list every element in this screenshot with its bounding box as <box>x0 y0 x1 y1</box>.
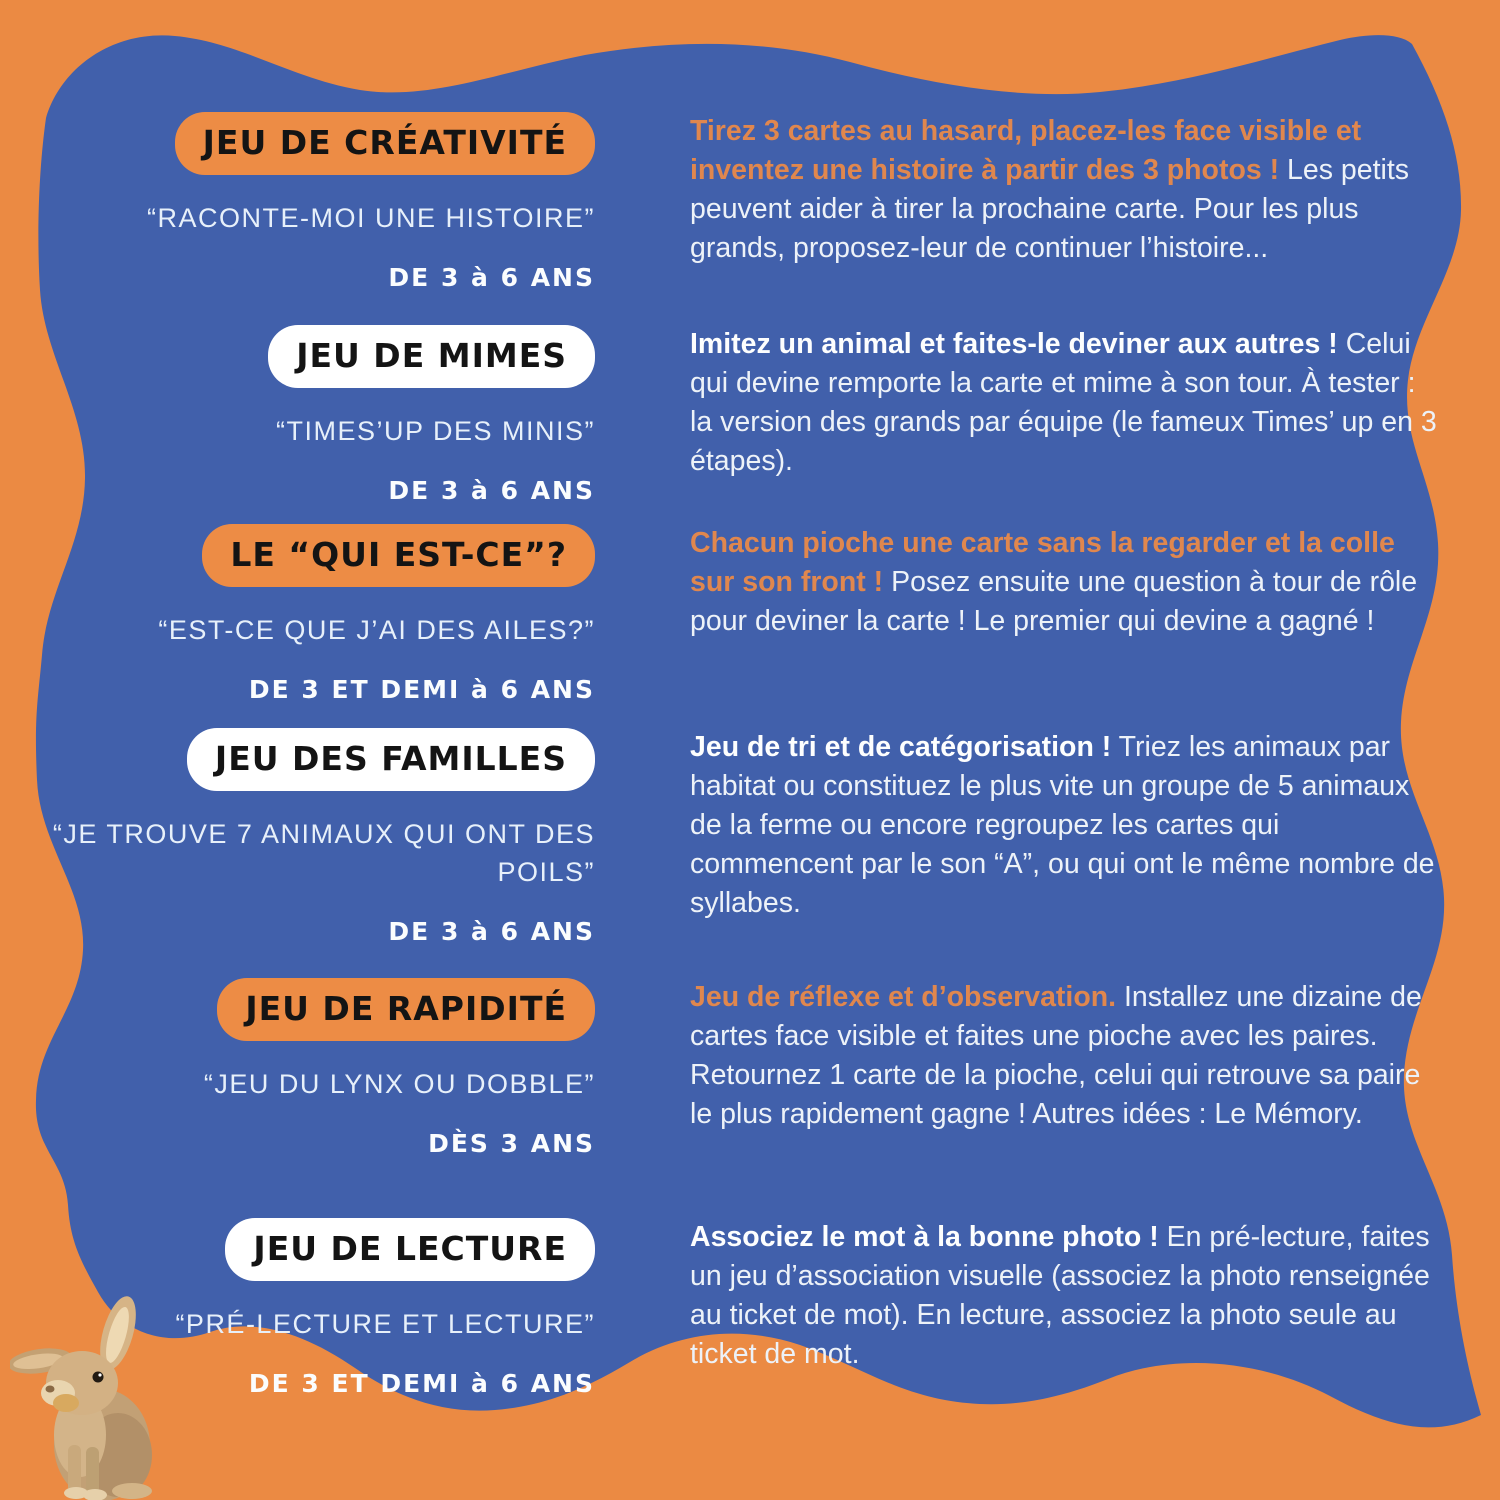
game-age-range: DE 3 ET DEMI à 6 ANS <box>248 1369 595 1398</box>
game-description <box>690 524 1445 641</box>
game-badge: JEU DE RAPIDITÉ <box>217 978 595 1041</box>
description-body: Installez une dizaine de cartes face visible et faites une pioche avec les paires. Retournez 1 carte de la pioche, celui qui retrouve sa paire le plus rapidement gagne ! Autres idées : Le Mémory. <box>690 981 1422 1130</box>
game-subtitle: “JE TROUVE 7 ANIMAUX QUI ONT DES POILS” <box>52 819 595 887</box>
game-description <box>690 1218 1445 1374</box>
game-row-lecture <box>40 1218 1445 1398</box>
game-subtitle: “PRÉ-LECTURE ET LECTURE” <box>175 1309 595 1339</box>
game-badge: JEU DE CRÉATIVITÉ <box>175 112 595 175</box>
game-row-mimes <box>40 325 1445 505</box>
game-age-range: DE 3 à 6 ANS <box>388 917 595 946</box>
game-description-col <box>690 524 1445 641</box>
description-lead: Imitez un animal et faites-le deviner aux autres ! <box>690 328 1338 360</box>
game-description <box>690 325 1445 481</box>
game-age-range: DE 3 à 6 ANS <box>388 263 595 292</box>
game-subtitle: “TIMES’UP DES MINIS” <box>275 416 595 446</box>
game-info <box>40 524 595 704</box>
game-age-range: DÈS 3 ANS <box>428 1129 595 1158</box>
game-info <box>40 728 595 946</box>
description-body: Posez ensuite une question à tour de rôle pour deviner la carte ! Le premier qui devine a gagné ! <box>690 566 1418 637</box>
game-subtitle: “RACONTE-MOI UNE HISTOIRE” <box>146 203 595 233</box>
description-body: Celui qui devine remporte la carte et mime à son tour. À tester : la version des grands par équipe (le fameux Times’ up en 3 étapes). <box>690 328 1437 477</box>
game-description-col <box>690 1218 1445 1374</box>
game-badge: JEU DE MIMES <box>268 325 595 388</box>
game-subtitle: “JEU DU LYNX OU DOBBLE” <box>203 1069 595 1099</box>
game-subtitle: “EST-CE QUE J’AI DES AILES?” <box>158 615 595 645</box>
description-body: En pré-lecture, faites un jeu d’association visuelle (associez la photo renseignée au ticket de mot). En lecture, associez la photo seule au ticket de mot. <box>690 1221 1430 1370</box>
game-row-rapidite <box>40 978 1445 1158</box>
game-description-col <box>690 978 1445 1134</box>
game-row-familles <box>40 728 1445 946</box>
game-info <box>40 325 595 505</box>
description-lead: Jeu de tri et de catégorisation ! <box>690 731 1112 763</box>
game-badge: JEU DE LECTURE <box>225 1218 595 1281</box>
description-body: Triez les animaux par habitat ou constituez le plus vite un groupe de 5 animaux de la ferme ou encore regroupez les cartes qui commencent par le son “A”, ou qui ont le même nombre de syllabes. <box>690 731 1435 919</box>
game-description-col <box>690 325 1445 481</box>
game-row-qui-est-ce <box>40 524 1445 704</box>
game-badge: JEU DES FAMILLES <box>187 728 595 791</box>
game-age-range: DE 3 à 6 ANS <box>388 476 595 505</box>
description-lead: Jeu de réflexe et d’observation. <box>690 981 1117 1013</box>
game-age-range: DE 3 ET DEMI à 6 ANS <box>248 675 595 704</box>
rabbit-photo <box>10 1295 185 1500</box>
description-lead: Associez le mot à la bonne photo ! <box>690 1221 1159 1253</box>
game-description <box>690 728 1445 923</box>
game-row-creativite <box>40 112 1445 292</box>
description-lead: Chacun pioche une carte sans la regarder et la colle sur son front ! <box>690 527 1395 598</box>
game-description-col <box>690 728 1445 923</box>
game-badge: LE “QUI EST-CE”? <box>202 524 595 587</box>
game-info <box>40 112 595 292</box>
description-lead: Tirez 3 cartes au hasard, placez-les face visible et inventez une histoire à partir des 3 photos ! <box>690 115 1362 186</box>
description-body: Les petits peuvent aider à tirer la prochaine carte. Pour les plus grands, proposez-leur de continuer l’histoire... <box>690 154 1410 264</box>
game-description <box>690 978 1445 1134</box>
game-description-col <box>690 112 1445 268</box>
game-info <box>40 978 595 1158</box>
game-description <box>690 112 1445 268</box>
